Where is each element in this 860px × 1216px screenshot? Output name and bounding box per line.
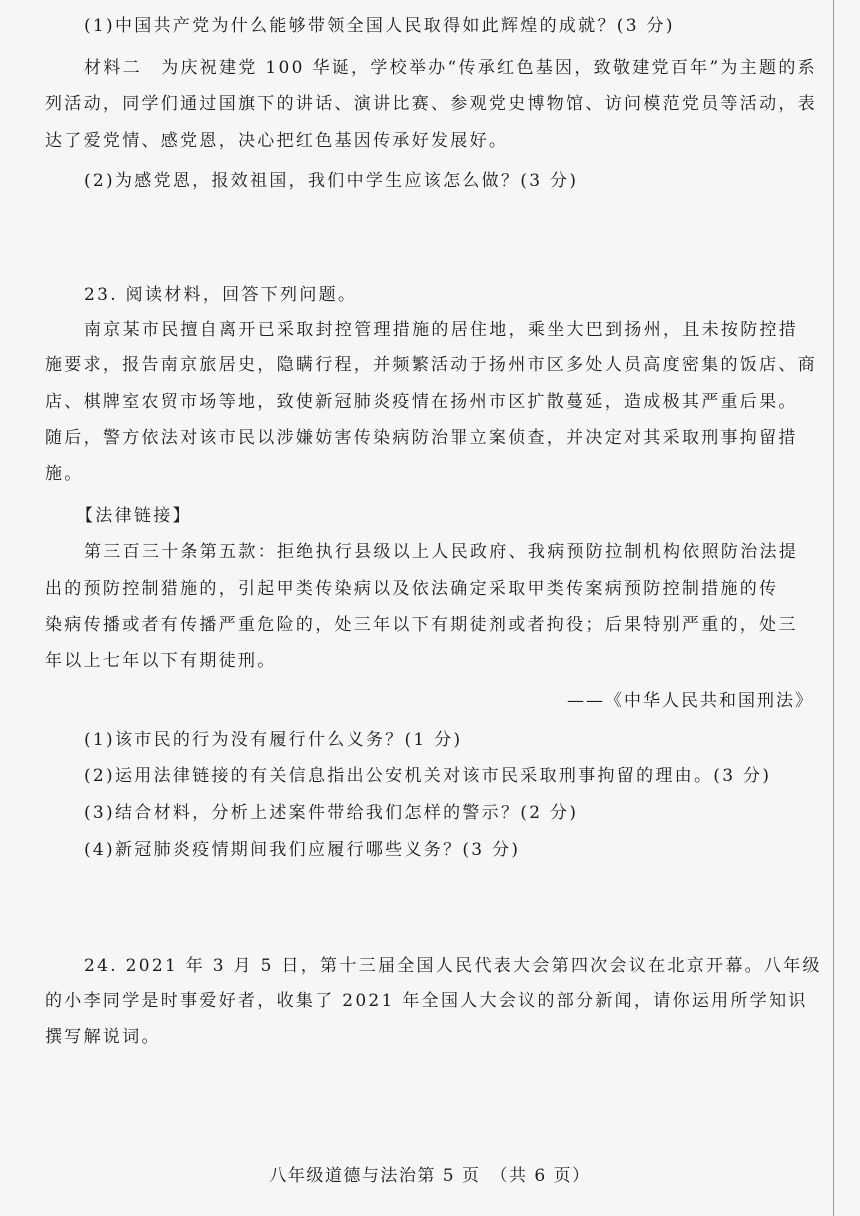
q23-case-line-5: 施。 xyxy=(45,464,84,484)
q22-sub-question-1: (1)中国共产党为什么能够带领全国人民取得如此辉煌的成就？(3 分) xyxy=(84,16,675,36)
law-source: ——《中华人民共和国刑法》 xyxy=(567,691,814,711)
page-edge-line xyxy=(833,0,834,1216)
q24-line-3: 撰写解说词。 xyxy=(45,1027,161,1047)
law-text-line-3: 染病传播或者有传播严重危险的，处三年以下有期徒剂或者拘役；后果特别严重的，处三 xyxy=(45,615,798,635)
q22-material-2-line-2: 列活动，同学们通过国旗下的讲话、演讲比赛、参观党史博物馆、访问模范党员等活动，表 xyxy=(45,94,817,114)
q23-case-line-2: 施要求，报告南京旅居史，隐瞒行程，并频繁活动于扬州市区多处人员高度密集的饭店、商 xyxy=(45,355,817,375)
law-link-title: 【法律链接】 xyxy=(76,506,192,526)
q22-material-2-line-1: 材料二 为庆祝建党 100 华诞，学校举办“传承红色基因，致敬建党百年”为主题的系 xyxy=(84,58,817,78)
q24-line-1: 24. 2021 年 3 月 5 日，第十三届全国人民代表大会第四次会议在北京开幕。八年级 xyxy=(84,956,822,976)
q23-case-line-3: 店、棋牌室农贸市场等地，致使新冠肺炎疫情在扬州市区扩散蔓延，造成极其严重后果。 xyxy=(45,392,798,412)
law-text-line-2: 出的预防控制猎施的，引起甲类传染病以及依法确定采取甲类传案病预防控制措施的传 xyxy=(45,579,779,599)
q24-line-2: 的小李同学是时事爱好者，收集了 2021 年全国人大会议的部分新闻，请你运用所学知识 xyxy=(45,991,808,1011)
q23-case-line-4: 随后，警方依法对该市民以涉嫌妨害传染病防治罪立案侦查，并决定对其采取刑事拘留措 xyxy=(45,428,798,448)
q23-heading: 23. 阅读材料，回答下列问题。 xyxy=(84,285,358,305)
law-text-line-1: 第三百三十条第五款：拒绝执行县级以上人民政府、我病预防拉制机构依照防治法提 xyxy=(84,542,799,562)
q23-question-4: (4)新冠肺炎疫情期间我们应履行哪些义务？(3 分) xyxy=(84,840,521,860)
q23-question-2: (2)运用法律链接的有关信息指出公安机关对该市民采取刑事拘留的理由。(3 分) xyxy=(84,766,772,786)
q22-sub-question-2: (2)为感党恩，报效祖国，我们中学生应该怎么做？(3 分) xyxy=(84,171,579,191)
page-footer: 八年级道德与法治第 5 页 （共 6 页） xyxy=(269,1166,591,1186)
q23-question-3: (3)结合材料，分析上述案件带给我们怎样的警示？(2 分) xyxy=(84,803,579,823)
q23-question-1: (1)该市民的行为没有履行什么义务？(1 分) xyxy=(84,730,463,750)
q22-material-2-line-3: 达了爱党情、感党恩，决心把红色基因传承好发展好。 xyxy=(45,131,509,151)
law-text-line-4: 年以上七年以下有期徒刑。 xyxy=(45,651,277,671)
q23-case-line-1: 南京某市民擅自离开已采取封控管理措施的居住地，乘坐大巴到扬州，且未按防控措 xyxy=(84,320,799,340)
